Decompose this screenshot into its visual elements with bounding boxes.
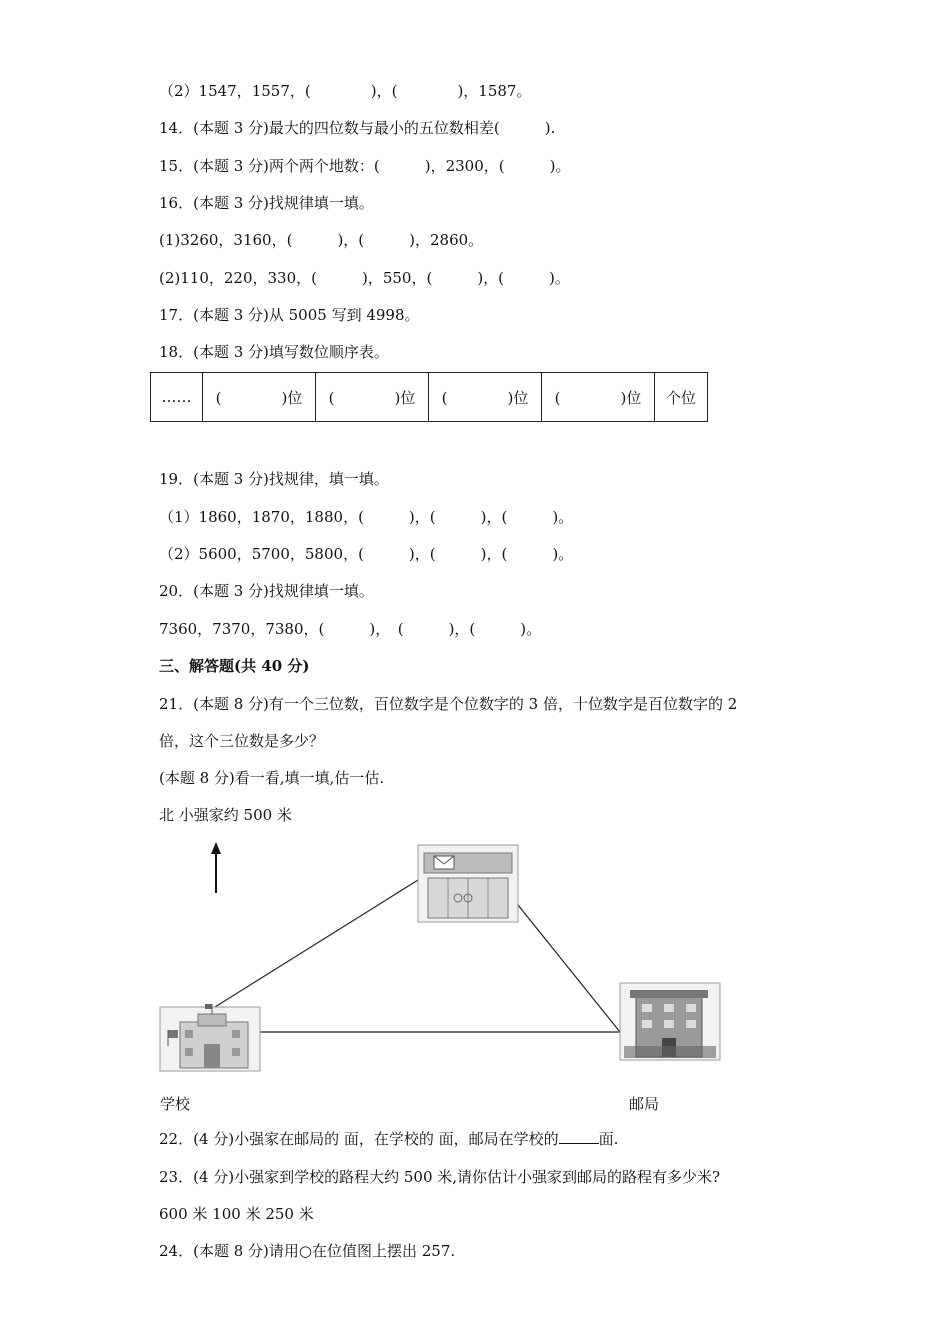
q20-part1: 7360，7370，7380，( )， ( )，( )。 bbox=[159, 620, 542, 638]
q24: 24．(本题 8 分)请用○在位值图上摆出 257. bbox=[159, 1242, 456, 1260]
q17: 17．(本题 3 分)从 5005 写到 4998。 bbox=[159, 306, 420, 324]
q19: 19．(本题 3 分)找规律，填一填。 bbox=[159, 470, 389, 488]
q16-part2: (2)110，220，330，( )，550，( )，( )。 bbox=[159, 269, 570, 287]
north-arrow-icon bbox=[211, 842, 221, 893]
q23: 23．(4 分)小强家到学校的路程大约 500 米,请你估计小强家到邮局的路程有多少米? bbox=[159, 1168, 721, 1186]
q20: 20．(本题 3 分)找规律填一填。 bbox=[159, 582, 374, 600]
q14: 14．(本题 3 分)最大的四位数与最小的五位数相差( ). bbox=[159, 119, 556, 137]
q15: 15．(本题 3 分)两个两个地数：( )，2300，( )。 bbox=[159, 157, 571, 175]
place-cell-blank-4[interactable]: ( )位 bbox=[542, 373, 655, 422]
school-building-icon bbox=[160, 1004, 260, 1071]
q22-text: 22．(4 分)小强家在邮局的 面，在学校的 面，邮局在学校的 bbox=[159, 1130, 559, 1148]
place-cell-blank-3[interactable]: ( )位 bbox=[429, 373, 542, 422]
road-school-to-home bbox=[215, 880, 418, 1007]
place-cell-blank-1[interactable]: ( )位 bbox=[203, 373, 316, 422]
q18: 18．(本题 3 分)填写数位顺序表。 bbox=[159, 343, 389, 361]
q16: 16．(本题 3 分)找规律填一填。 bbox=[159, 194, 374, 212]
q22 bbox=[159, 1129, 618, 1149]
q21-line2: 倍，这个三位数是多少？ bbox=[159, 732, 325, 750]
school-label: 学校 bbox=[160, 1095, 191, 1113]
q22-text-end: 面. bbox=[598, 1130, 619, 1148]
place-cell-blank-2[interactable]: ( )位 bbox=[316, 373, 429, 422]
home-building-icon bbox=[418, 845, 518, 922]
place-cell-ones: 个位 bbox=[655, 373, 708, 422]
road-home-to-post bbox=[518, 905, 620, 1032]
place-cell-ellipsis: …… bbox=[151, 373, 203, 422]
map-intro: (本题 8 分)看一看,填一填,估一估. bbox=[159, 769, 385, 787]
post-office-building-icon bbox=[620, 983, 720, 1060]
q16-part1: (1)3260，3160，( )，( )，2860。 bbox=[159, 231, 484, 249]
q19-part2: （2）5600，5700，5800，( )，( )，( )。 bbox=[159, 545, 574, 563]
q13-part2: （2）1547，1557，( )，( )，1587。 bbox=[159, 82, 532, 100]
q19-part1: （1）1860，1870，1880，( )，( )，( )。 bbox=[159, 508, 574, 526]
section-3-heading: 三、解答题(共 40 分) bbox=[159, 657, 310, 675]
q23-options: 600 米 100 米 250 米 bbox=[159, 1205, 314, 1223]
place-value-table bbox=[150, 372, 708, 422]
post-office-label: 邮局 bbox=[629, 1095, 660, 1113]
north-label: 北 小强家约 500 米 bbox=[159, 806, 292, 824]
q22-answer-blank[interactable] bbox=[559, 1129, 599, 1144]
q21-line1: 21．(本题 8 分)有一个三位数，百位数字是个位数字的 3 倍，十位数字是百位数字的 2 bbox=[159, 695, 738, 713]
